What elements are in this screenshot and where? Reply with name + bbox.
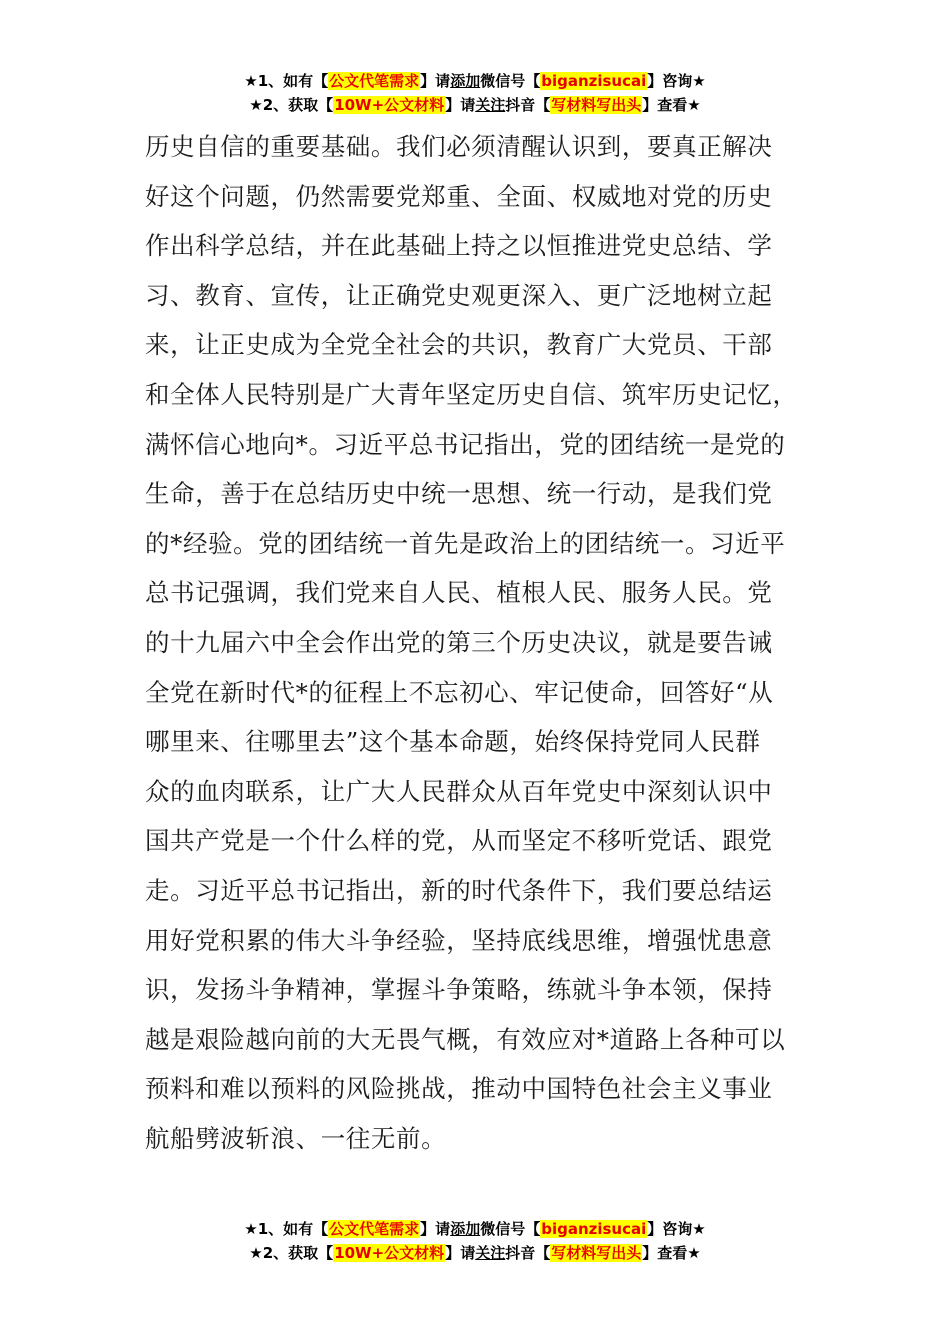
notice-underline: 关注 — [475, 96, 506, 114]
body-line: 历史自信的重要基础。我们必须清醒认识到，要真正解决 — [145, 132, 773, 161]
body-line: 国共产党是一个什么样的党，从而坚定不移听党话、跟党 — [145, 826, 773, 856]
document-body — [145, 122, 805, 1163]
notice-text: ★2、获取【 — [249, 96, 334, 114]
notice-highlight: 10W+公文材料 — [334, 1244, 445, 1262]
notice-highlight: 公文代笔需求 — [329, 72, 420, 90]
notice-underline: 添加 — [450, 1220, 481, 1238]
body-line: 满怀信心地向*。习近平总书记指出，党的团结统一是党的 — [145, 429, 786, 459]
notice-text: 】请 — [445, 1244, 476, 1262]
notice-text: 】请 — [420, 72, 451, 90]
body-line: 的*经验。党的团结统一首先是政治上的团结统一。习近平 — [145, 528, 786, 558]
body-line: 的十九届六中全会作出党的第三个历史决议，就是要告诫 — [145, 627, 773, 657]
body-line: 好这个问题，仍然需要党郑重、全面、权威地对党的历史 — [145, 181, 773, 211]
footer-notice-line-1 — [0, 1217, 950, 1241]
notice-text: 】咨询★ — [647, 72, 706, 90]
body-line: 航船劈波斩浪、一往无前。 — [145, 1123, 447, 1153]
footer-notice — [0, 1217, 950, 1265]
body-line: 生命，善于在总结历史中统一思想、统一行动，是我们党 — [145, 479, 773, 509]
body-line: 预料和难以预料的风险挑战，推动中国特色社会主义事业 — [145, 1074, 773, 1104]
notice-highlight: 公文代笔需求 — [329, 1220, 420, 1238]
header-notice-line-2 — [0, 93, 950, 117]
body-line: 识，发扬斗争精神，掌握斗争策略，练就斗争本领，保持 — [145, 975, 773, 1005]
notice-text: ★1、如有【 — [244, 72, 329, 90]
body-line: 众的血肉联系，让广大人民群众从百年党史中深刻认识中 — [145, 776, 773, 806]
notice-highlight: 10W+公文材料 — [334, 96, 445, 114]
notice-text: ★1、如有【 — [244, 1220, 329, 1238]
notice-text: 微信号【 — [480, 1220, 541, 1238]
notice-highlight: biganzisucai — [541, 72, 647, 90]
notice-highlight: biganzisucai — [541, 1220, 647, 1238]
body-line: 习、教育、宣传，让正确党史观更深入、更广泛地树立起 — [145, 280, 773, 310]
notice-text: 】请 — [420, 1220, 451, 1238]
body-line: 和全体人民特别是广大青年坚定历史自信、筑牢历史记忆， — [145, 379, 798, 409]
body-line: 作出科学总结，并在此基础上持之以恒推进党史总结、学 — [145, 231, 773, 261]
notice-text: 】查看★ — [642, 96, 701, 114]
notice-text: 】查看★ — [642, 1244, 701, 1262]
notice-highlight: 写材料写出头 — [551, 96, 642, 114]
body-line: 走。习近平总书记指出，新的时代条件下，我们要总结运 — [145, 875, 773, 905]
body-line: 越是艰险越向前的大无畏气概，有效应对*道路上各种可以 — [145, 1024, 786, 1054]
body-line: 哪里来、往哪里去”这个基本命题，始终保持党同人民群 — [145, 727, 761, 757]
notice-text: 抖音【 — [505, 1244, 551, 1262]
body-line: 来，让正史成为全党全社会的共识，教育广大党员、干部 — [145, 330, 773, 360]
notice-highlight: 写材料写出头 — [551, 1244, 642, 1262]
notice-text: 抖音【 — [505, 96, 551, 114]
notice-text: 】咨询★ — [647, 1220, 706, 1238]
notice-text: ★2、获取【 — [249, 1244, 334, 1262]
body-line: 总书记强调，我们党来自人民、植根人民、服务人民。党 — [145, 578, 773, 608]
body-line: 全党在新时代*的征程上不忘初心、牢记使命，回答好“从 — [145, 677, 774, 707]
body-line: 用好党积累的伟大斗争经验，坚持底线思维，增强忧患意 — [145, 925, 773, 955]
header-notice — [0, 69, 950, 117]
notice-underline: 关注 — [475, 1244, 506, 1262]
notice-underline: 添加 — [450, 72, 481, 90]
notice-text: 】请 — [445, 96, 476, 114]
header-notice-line-1 — [0, 69, 950, 93]
footer-notice-line-2 — [0, 1241, 950, 1265]
notice-text: 微信号【 — [480, 72, 541, 90]
